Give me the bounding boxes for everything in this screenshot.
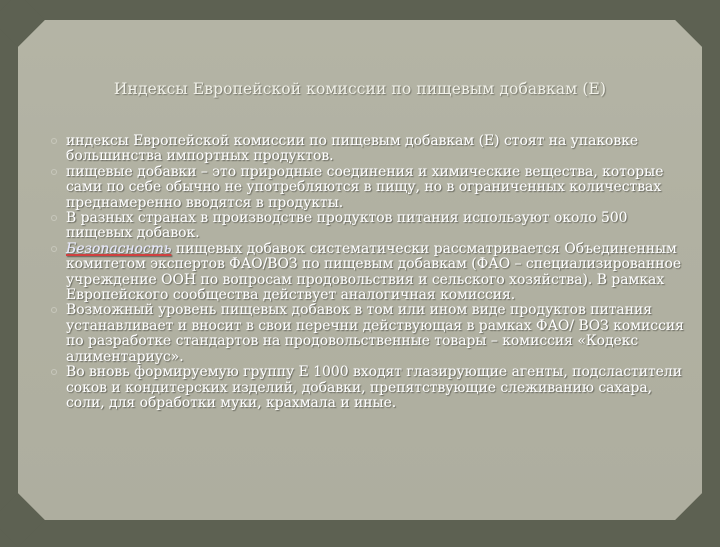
list-item	[18, 303, 702, 365]
slide-title: Индексы Европейской комиссии по пищевым добавкам (Е)	[113, 80, 607, 98]
list-item-text: пищевых добавок систематически рассматривается Объединенным комитетом экспертов ФАО/ВОЗ по пищевым добавкам (ФАО – специализированное учреждение ООН по вопросам продовольствия и сельского хозяйства). В рамках Европейского сообщества действует аналогичная комиссия.	[66, 240, 682, 304]
list-item	[18, 242, 702, 304]
list-item	[18, 134, 702, 165]
bullet-icon	[51, 307, 57, 313]
bullet-icon	[51, 246, 57, 252]
list-item	[18, 365, 702, 411]
bullet-icon	[51, 215, 57, 221]
list-item	[18, 165, 702, 211]
corner-notch	[0, 0, 45, 47]
corner-notch	[675, 493, 720, 547]
corner-notch	[675, 0, 720, 47]
corner-notch	[0, 493, 45, 547]
list-item	[18, 211, 702, 242]
content-panel	[18, 20, 702, 520]
bullet-list	[18, 134, 702, 411]
list-item-text: В разных странах в производстве продуктов питания используют около 500 пищевых добавок.	[66, 210, 628, 242]
list-item-text: пищевые добавки – это природные соединения и химические вещества, которые сами по себе обычно не употребляются в пищу, но в ограниченных количествах преднамеренно вводятся в продукты.	[66, 163, 664, 211]
list-item-text: индексы Европейской комиссии по пищевым добавкам (Е) стоят на упаковке большинства импортных продуктов.	[66, 133, 639, 165]
bullet-icon	[51, 369, 57, 375]
bullet-icon	[51, 169, 57, 175]
bullet-icon	[51, 138, 57, 144]
list-item-text: Возможный уровень пищевых добавок в том или ином виде продуктов питания устанавливает и вносит в свои перечни действующая в рамках ФАО/ ВОЗ комиссия по разработке стандартов на продовольственные товары – комиссия «Кодекс алиментариус».	[66, 302, 684, 365]
safety-link[interactable]: Безопасность	[66, 240, 172, 257]
list-item-text: Во вновь формируемую группу Е 1000 входят глазирующие агенты, подсластители соков и кондитерских изделий, добавки, препятствующие слеживанию сахара, соли, для обработки муки, крахмала и иные.	[66, 364, 682, 411]
